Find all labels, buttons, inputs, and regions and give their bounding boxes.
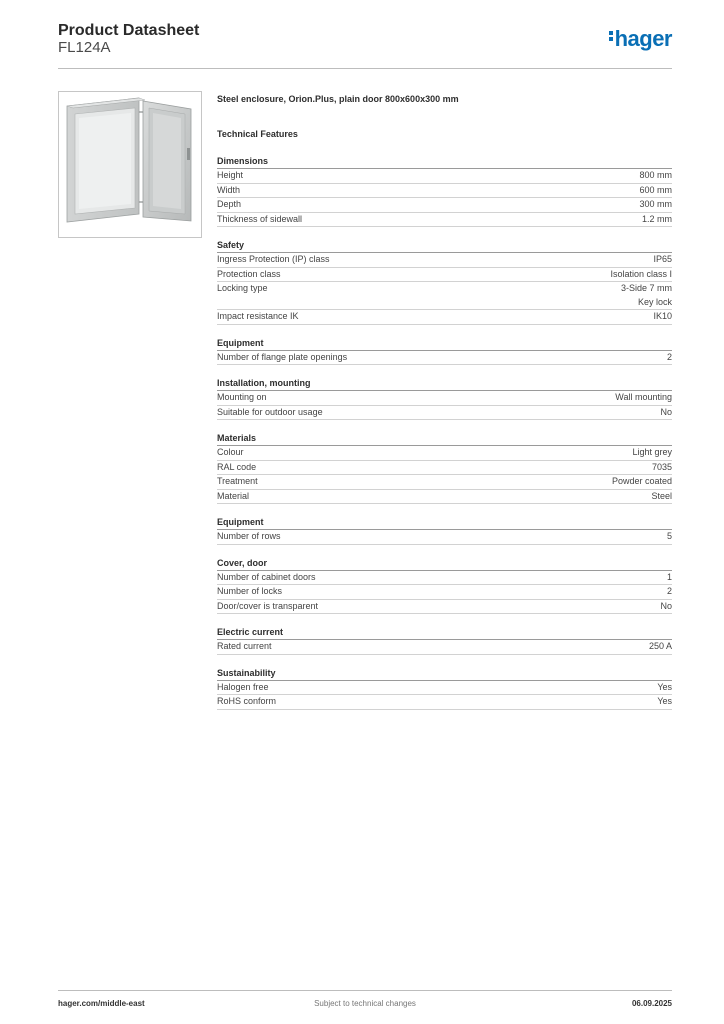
spec-row — [217, 571, 672, 586]
spec-label: Mounting on — [217, 392, 267, 402]
spec-value — [651, 490, 672, 504]
page-header — [58, 20, 672, 68]
footer-date: 06.09.2025 — [631, 999, 672, 1008]
technical-features-list — [217, 154, 672, 710]
spec-value-line: Powder coated — [611, 476, 672, 486]
footer-divider — [58, 990, 672, 991]
spec-row — [217, 169, 672, 184]
page-footer — [58, 999, 672, 1009]
spec-value — [615, 391, 672, 405]
spec-value-line: 2 — [666, 351, 672, 362]
spec-label: Thickness of sidewall — [217, 213, 303, 224]
spec-value-line: 3-Side 7 mm — [620, 283, 672, 293]
spec-value — [639, 184, 672, 198]
spec-row — [217, 213, 672, 228]
spec-value — [660, 600, 672, 614]
spec-row — [217, 406, 672, 421]
spec-label: Number of cabinet doors — [217, 571, 316, 582]
spec-value-line: Yes — [657, 696, 672, 706]
section-title: Safety — [217, 238, 672, 253]
spec-value — [649, 640, 672, 654]
section-title: Dimensions — [217, 154, 672, 169]
logo-text: hager — [614, 26, 672, 51]
spec-label: Height — [217, 170, 244, 180]
product-details — [217, 94, 672, 710]
spec-label: Number of locks — [217, 586, 283, 596]
technical-features-heading: Technical Features — [217, 129, 298, 139]
spec-value-line: Key lock — [637, 296, 672, 307]
spec-value — [653, 310, 672, 324]
spec-label: Door/cover is transparent — [217, 600, 319, 611]
spec-value-line: IP65 — [653, 254, 672, 264]
spec-label: Ingress Protection (IP) class — [217, 254, 330, 264]
spec-row — [217, 585, 672, 600]
spec-value — [657, 695, 672, 709]
spec-value-line: 1 — [666, 571, 672, 582]
spec-label: Number of rows — [217, 531, 281, 541]
spec-row — [217, 681, 672, 696]
spec-label: Material — [217, 490, 250, 501]
spec-row — [217, 490, 672, 505]
spec-section — [217, 515, 672, 545]
spec-label: Treatment — [217, 476, 258, 486]
spec-value — [667, 585, 672, 599]
spec-section — [217, 376, 672, 420]
spec-label: Width — [217, 184, 241, 195]
footer-notice: Subject to technical changes — [314, 999, 416, 1008]
section-title: Materials — [217, 431, 672, 446]
spec-value-line: 7035 — [651, 461, 672, 472]
hager-logo — [609, 26, 672, 52]
spec-label: Number of flange plate openings — [217, 351, 348, 362]
spec-label: Depth — [217, 199, 242, 209]
spec-value-line: 1.2 mm — [641, 213, 672, 224]
spec-value-line: 250 A — [648, 641, 672, 651]
spec-section — [217, 336, 672, 366]
spec-row — [217, 475, 672, 490]
spec-section — [217, 666, 672, 710]
spec-label: Rated current — [217, 641, 272, 651]
spec-value — [642, 213, 672, 227]
spec-label: Impact resistance IK — [217, 311, 299, 321]
spec-value-line: Light grey — [632, 447, 672, 457]
spec-value-line: 300 mm — [639, 199, 672, 209]
spec-label: RoHS conform — [217, 696, 277, 706]
spec-row — [217, 282, 672, 310]
spec-section — [217, 625, 672, 655]
footer-website: hager.com/middle-east — [58, 999, 145, 1008]
spec-row — [217, 530, 672, 545]
spec-value — [639, 198, 672, 212]
section-title: Electric current — [217, 625, 672, 640]
product-image — [58, 91, 202, 238]
spec-row — [217, 268, 672, 283]
spec-value-line: Isolation class I — [610, 268, 672, 279]
spec-label: RAL code — [217, 461, 257, 472]
spec-value — [652, 461, 672, 475]
spec-row — [217, 351, 672, 366]
spec-value-line: Wall mounting — [615, 392, 672, 402]
spec-value-line: Steel — [651, 490, 672, 501]
spec-value — [632, 446, 672, 460]
spec-row — [217, 184, 672, 199]
spec-value-line: 800 mm — [639, 170, 672, 180]
spec-label: Protection class — [217, 268, 281, 279]
enclosure-image — [59, 92, 201, 237]
spec-row — [217, 461, 672, 476]
logo-colon-icon — [609, 29, 613, 43]
spec-value — [610, 268, 672, 282]
spec-row — [217, 446, 672, 461]
product-code: FL124A — [58, 39, 111, 56]
spec-value-line: 2 — [666, 586, 672, 596]
section-title: Equipment — [217, 515, 672, 530]
spec-label: Colour — [217, 447, 244, 457]
section-title: Equipment — [217, 336, 672, 351]
spec-value-line: No — [660, 406, 672, 417]
spec-section — [217, 556, 672, 615]
spec-value — [667, 571, 672, 585]
section-title: Installation, mounting — [217, 376, 672, 391]
spec-value-line: Yes — [657, 681, 672, 692]
spec-value-line: IK10 — [653, 311, 672, 321]
spec-section — [217, 431, 672, 504]
spec-row — [217, 310, 672, 325]
spec-value — [621, 282, 672, 309]
spec-value — [639, 169, 672, 183]
spec-value — [653, 253, 672, 267]
spec-value — [657, 681, 672, 695]
spec-row — [217, 600, 672, 615]
spec-row — [217, 253, 672, 268]
spec-section — [217, 154, 672, 227]
spec-value — [660, 406, 672, 420]
spec-label: Suitable for outdoor usage — [217, 406, 323, 417]
spec-value-line: No — [660, 600, 672, 611]
spec-row — [217, 198, 672, 213]
spec-label: Halogen free — [217, 681, 269, 692]
section-title: Sustainability — [217, 666, 672, 681]
spec-value — [612, 475, 672, 489]
document-title: Product Datasheet — [58, 22, 200, 39]
spec-value-line: 600 mm — [639, 184, 672, 195]
spec-row — [217, 695, 672, 710]
product-name: Steel enclosure, Orion.Plus, plain door 800x600x300 mm — [217, 94, 459, 104]
section-title: Cover, door — [217, 556, 672, 571]
spec-value-line: 5 — [666, 531, 672, 541]
spec-section — [217, 238, 672, 325]
spec-row — [217, 391, 672, 406]
spec-value — [667, 351, 672, 365]
spec-row — [217, 640, 672, 655]
header-divider — [58, 68, 672, 69]
spec-label: Locking type — [217, 283, 268, 293]
spec-value — [667, 530, 672, 544]
